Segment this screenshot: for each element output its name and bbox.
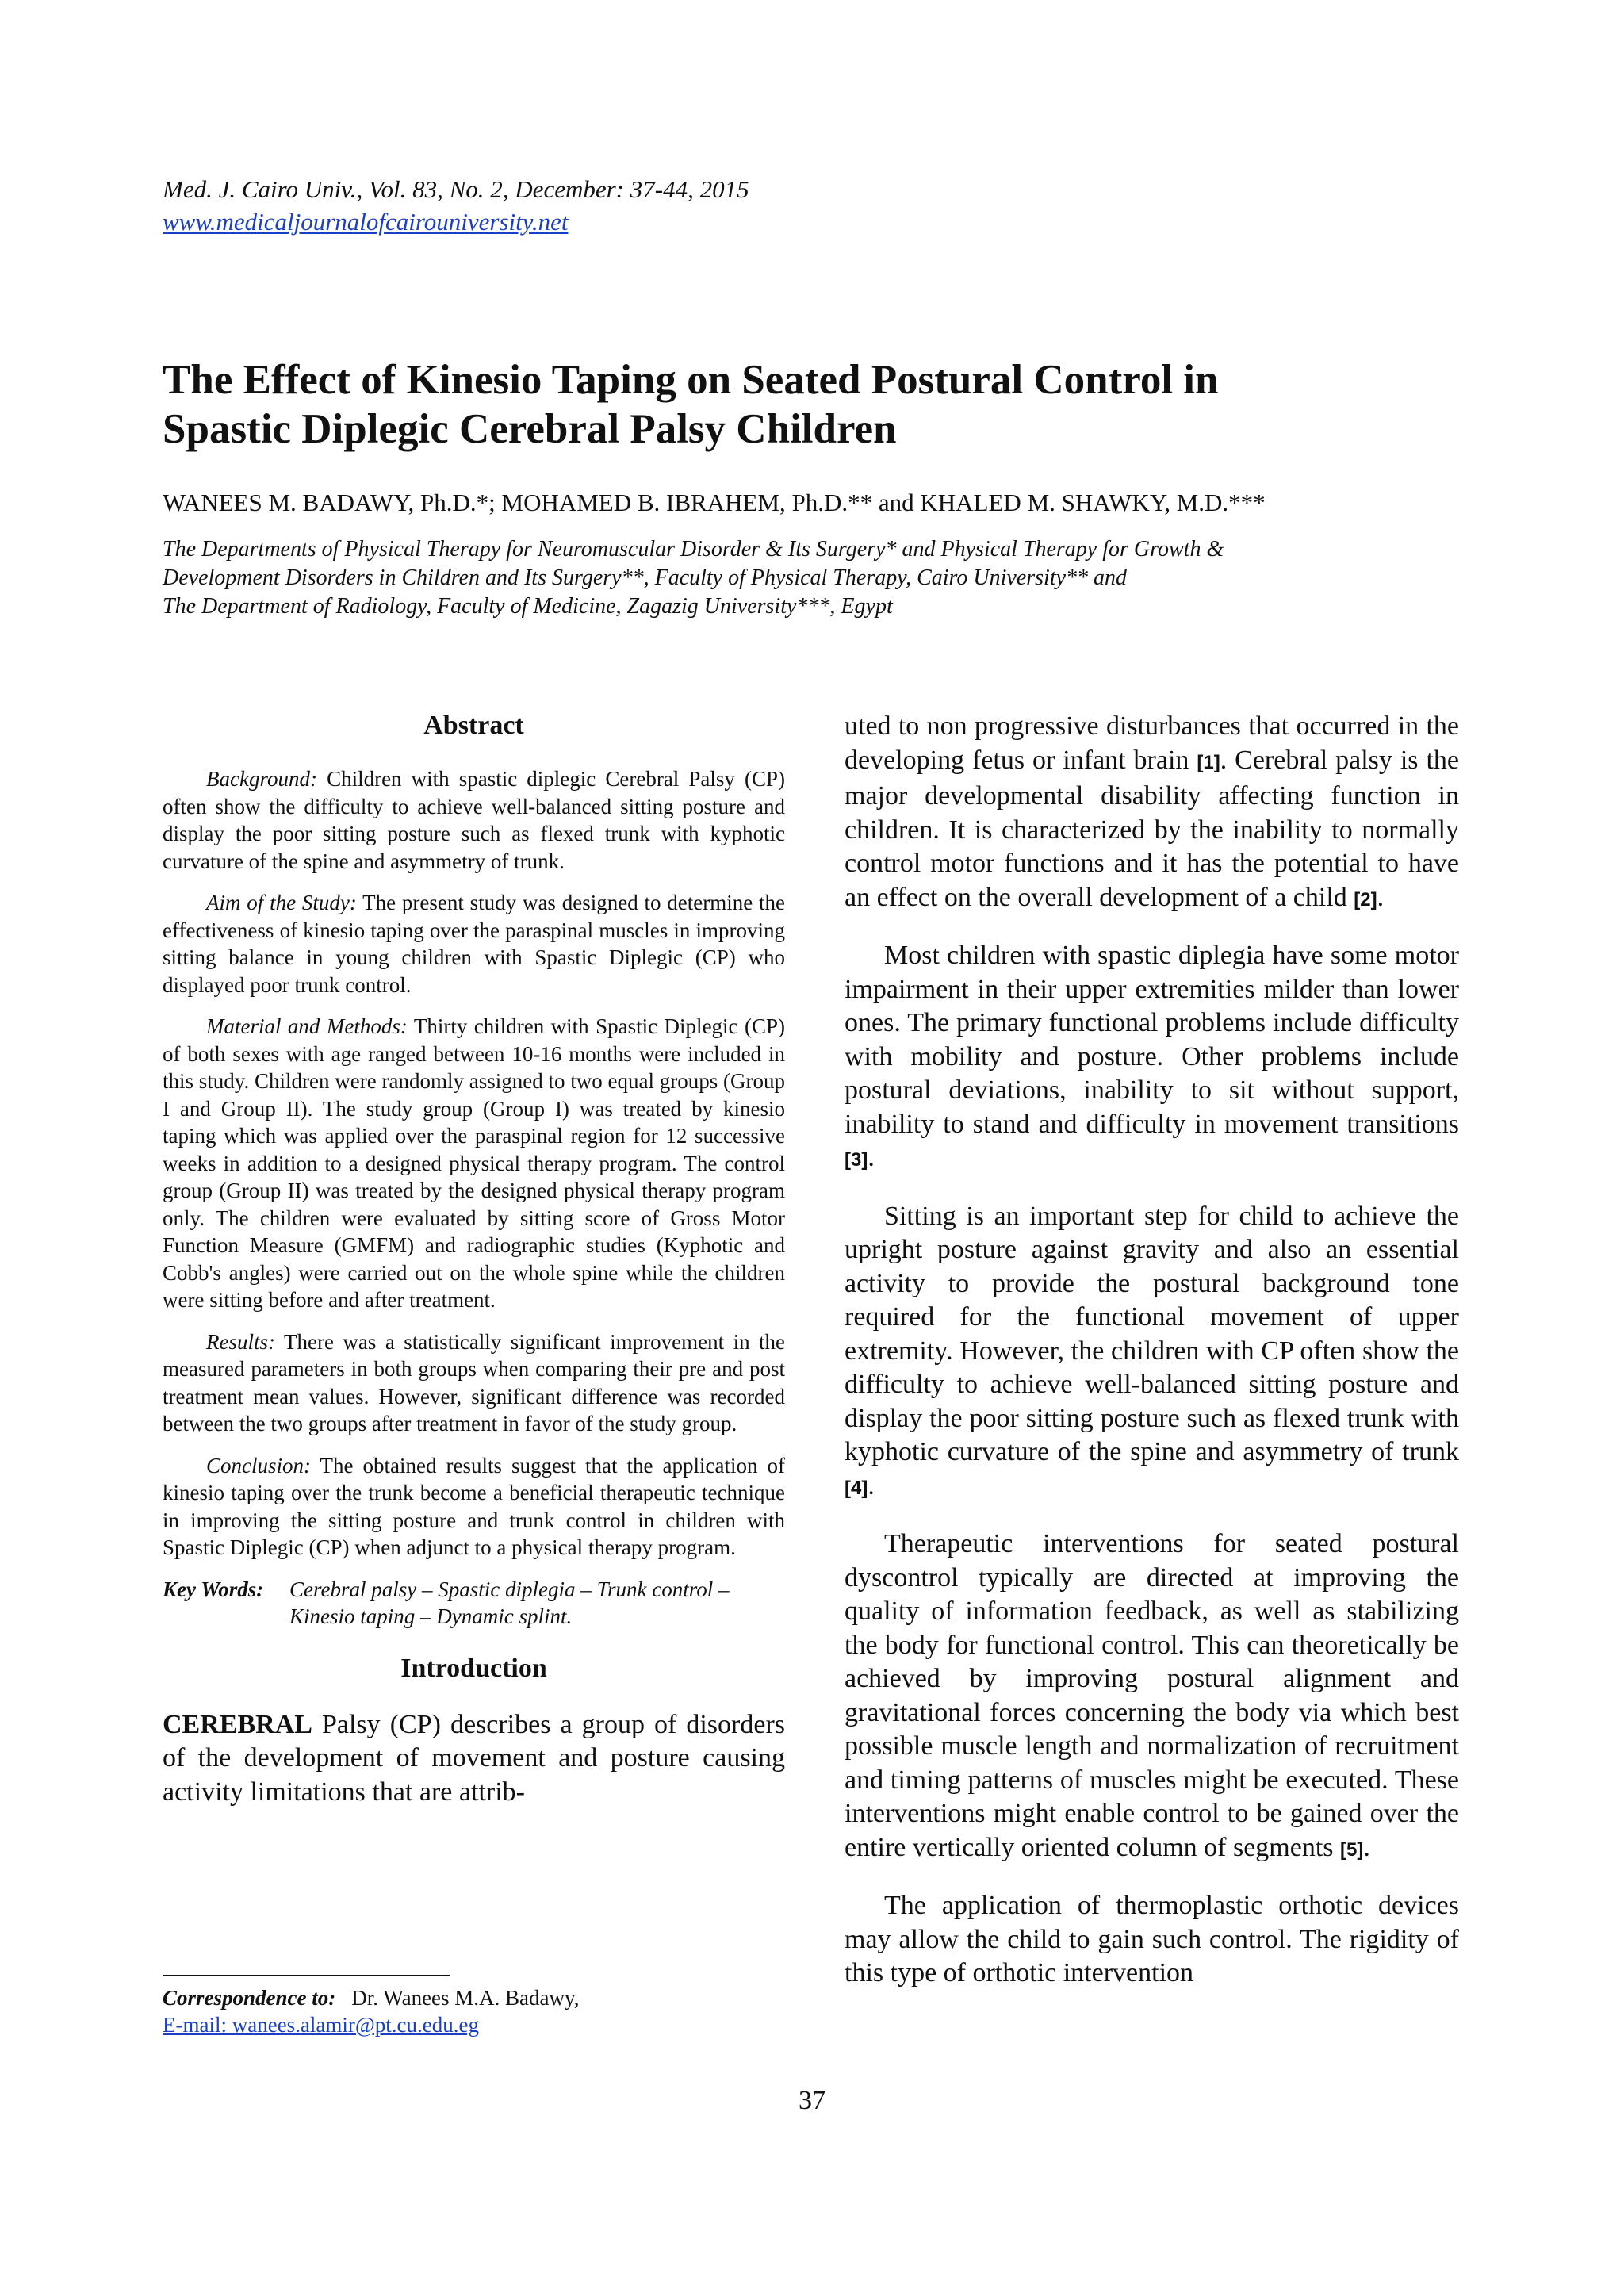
- correspondence-block: [163, 1984, 580, 2038]
- citation-ref: [3]: [845, 1149, 868, 1171]
- abstract-text: The present study was designed to determine the effectiveness of kinesio taping over the paraspinal muscles in improving sitting balance in young children with Spastic Diplegic (CP) who displayed poor trunk control.: [163, 891, 786, 997]
- citation-ref: [1]: [1197, 751, 1220, 773]
- introduction-heading: Introduction: [400, 1653, 547, 1683]
- abstract-text: The obtained results suggest that the application of kinesio taping over the trunk become a beneficial therapeutic technique in improving the sitting posture and trunk control in children with Spastic Diplegic (CP) when adjunct to a physical therapy program.: [163, 1453, 785, 1559]
- article-title: [163, 355, 1463, 454]
- introduction-first-paragraph: [163, 1708, 785, 1810]
- abstract-text: Thirty children with Spastic Diplegic (CP) of both sexes with age ranged between 10-16 months were included in this study. Children were randomly assigned to two equal groups (Group I and Group II). The study group (Group I) was treated by kinesio taping which was applied over the paraspinal region for 12 successive weeks in addition to a designed physical therapy program. The control group (Group II) was treated by the designed physical therapy program only. The children were evaluated by sitting score of Gross Motor Function Measure (GMFM) and radiographic studies (Kyphotic and Cobb's angles) were carried out on the whole spine while the children were sitting before and after treatment.: [163, 1014, 785, 1312]
- affiliation-line: Development Disorders in Children and Its Surgery**, Faculty of Physical Therapy, Cairo University** and: [163, 565, 1128, 590]
- intro-paragraph: [845, 710, 1459, 917]
- abstract-results: [163, 1328, 785, 1438]
- dropcap-word: CEREBRAL: [163, 1709, 312, 1739]
- period: .: [1363, 1832, 1370, 1862]
- title-line-2: Spastic Diplegic Cerebral Palsy Children: [163, 406, 897, 452]
- title-line-1: The Effect of Kinesio Taping on Seated Postural Control in: [163, 357, 1219, 403]
- citation-ref: [2]: [1354, 888, 1377, 910]
- abstract-lead: Conclusion:: [206, 1453, 311, 1478]
- citation-ref: [5]: [1340, 1838, 1364, 1861]
- paragraph-text: Therapeutic interventions for seated postural dyscontrol typically are directed at improving the quality of information feedback, as well as stabilizing the body for functional control. This can theoretically be achieved by improving postural alignment and gravitational forces concerning the body via which best possible muscle length and normalization of recruitment and timing patterns of muscles might be executed. These interventions might enable control to be gained over the entire vertically oriented column of segments: [845, 1529, 1459, 1862]
- keywords-label: Key Words:: [163, 1577, 264, 1601]
- correspondence-line: [163, 1984, 580, 2011]
- period: .: [868, 1143, 875, 1172]
- journal-citation: Med. J. Cairo Univ., Vol. 83, No. 2, December: 37-44, 2015: [163, 175, 749, 203]
- journal-url-link[interactable]: www.medicaljournalofcairouniversity.net: [163, 208, 569, 236]
- citation-ref: [4]: [845, 1477, 868, 1499]
- abstract-methods: [163, 1013, 785, 1314]
- keywords-line: [163, 1576, 785, 1631]
- right-column: [845, 710, 1459, 2013]
- intro-paragraph: [845, 1527, 1459, 1867]
- keywords-text: Cerebral palsy – Spastic diplegia – Trunk control – Kinesio taping – Dynamic splint.: [289, 1577, 730, 1628]
- paragraph-text: . Cerebral palsy is the major developmental disability affecting function in children. It is characterized by the inability to normally control motor functions and it has the potential to have an effect on the overall development of a child: [845, 745, 1460, 912]
- abstract-background: [163, 765, 785, 875]
- page-number: 37: [799, 2086, 825, 2115]
- correspondence-label: Correspondence to:: [163, 1986, 336, 2010]
- abstract-lead: Material and Methods:: [206, 1014, 408, 1038]
- period: .: [868, 1470, 875, 1501]
- correspondence-email-link[interactable]: E-mail: wanees.alamir@pt.cu.edu.eg: [163, 2013, 479, 2037]
- paragraph-text: The application of thermoplastic orthotic devices may allow the child to gain such control. The rigidity of this type of orthotic intervention: [845, 1891, 1459, 1987]
- footnote-rule: [163, 1975, 450, 1976]
- left-column: [163, 710, 785, 1809]
- abstract-lead: Results:: [206, 1329, 275, 1354]
- author-list: WANEES M. BADAWY, Ph.D.*; MOHAMED B. IBRAHEM, Ph.D.** and KHALED M. SHAWKY, M.D.***: [163, 489, 1266, 516]
- affiliation-line: The Departments of Physical Therapy for Neuromuscular Disorder & Its Surgery* and Physical Therapy for Growth &: [163, 537, 1224, 562]
- abstract-aim: [163, 889, 785, 999]
- intro-paragraph: [845, 1889, 1459, 1991]
- abstract-lead: Background:: [206, 767, 317, 791]
- affiliation-block: [163, 535, 1471, 621]
- abstract-text: Children with spastic diplegic Cerebral Palsy (CP) often show the difficulty to achieve well-balanced sitting posture and display the poor sitting posture such as flexed trunk with kyphotic curvature of the spine and asymmetry of trunk.: [163, 767, 786, 873]
- affiliation-line: The Department of Radiology, Faculty of Medicine, Zagazig University***, Egypt: [163, 594, 893, 619]
- abstract-lead: Aim of the Study:: [206, 891, 357, 914]
- paragraph-text: Palsy (CP) describes a group of disorders of the development of movement and posture causing activity limitations that are attrib-: [163, 1709, 786, 1807]
- abstract-text: There was a statistically significant improvement in the measured parameters in both groups when comparing their pre and post treatment mean values. However, significant difference was recorded between the two groups after treatment in favor of the study group.: [163, 1329, 786, 1435]
- paragraph-text: Most children with spastic diplegia have some motor impairment in their upper extremities milder than lower ones. The primary functional problems include difficulty with mobility and posture. Other problems include postural deviations, inability to sit without support, inability to stand and difficulty in movement transitions: [845, 941, 1459, 1139]
- paragraph-text: uted to non progressive disturbances that occurred in the developing fetus or infant brain: [845, 711, 1459, 775]
- paragraph-text: Sitting is an important step for child to achieve the upright posture against gravity and also an essential activity to provide the postural background tone required for the functional movement of upper extremity. However, the children with CP often show the difficulty to achieve well-balanced sitting posture and display the poor sitting posture such as flexed trunk with kyphotic curvature of the spine and asymmetry of trunk: [845, 1201, 1459, 1466]
- abstract-heading: Abstract: [423, 711, 524, 740]
- intro-paragraph: [845, 939, 1459, 1178]
- period: .: [1377, 882, 1385, 912]
- intro-paragraph: [845, 1200, 1459, 1506]
- abstract-conclusion: [163, 1452, 785, 1562]
- correspondence-name: Dr. Wanees M.A. Badawy,: [351, 1986, 580, 2010]
